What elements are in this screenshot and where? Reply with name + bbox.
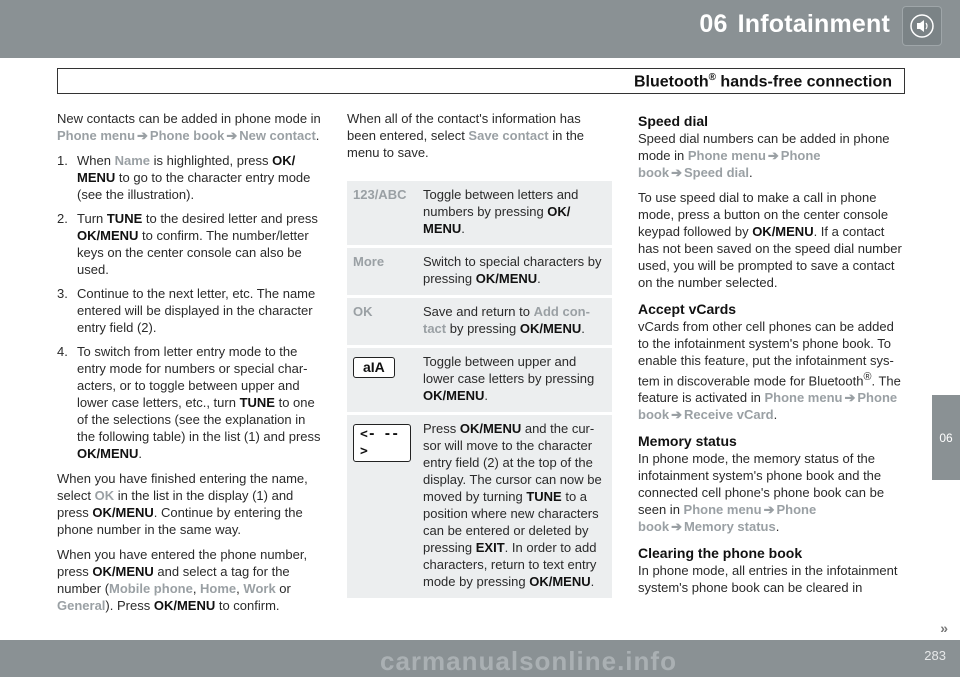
key-cell: 123/ABC <box>347 181 417 247</box>
column-right <box>638 113 908 604</box>
case-toggle-key: aIA <box>353 357 395 378</box>
list-item: 2. Turn TUNE to the desired letter and press OK/MENU to confirm. The number/letter keys on the center console can also be used. <box>57 211 318 277</box>
paragraph: In phone mode, the memory status of the infotainment system's phone book and the connected cell phone's phone book can be seen in Phone menu ➔ Phone book ➔ Memory status. <box>638 451 885 535</box>
paragraph: In phone mode, all entries in the infotainment system's phone book can be cleared in <box>638 563 898 596</box>
arrow-right-icon: ➔ <box>671 165 682 180</box>
list-item: 3. Continue to the next letter, etc. The name entered will be displayed in the character entry field (2). <box>57 286 316 335</box>
arrow-right-icon: ➔ <box>763 502 775 518</box>
heading-accept-vcards: Accept vCards <box>638 301 737 317</box>
paragraph: When you have finished entering the name, select OK in the list in the display (1) and press OK/MENU. Continue by entering the phone number in the same way. <box>57 471 308 537</box>
continue-marker-icon: » <box>940 620 946 636</box>
key-cell: OK <box>347 297 417 347</box>
key-cell <box>347 414 417 600</box>
arrow-right-icon: ➔ <box>671 407 682 423</box>
section-title: Bluetooth® hands-free connection <box>633 72 892 91</box>
menu-path: Phone menu <box>57 128 136 143</box>
description-cell: Switch to special characters by pressing OK/MENU. <box>417 247 612 297</box>
page-number: 283 <box>924 648 946 663</box>
arrow-right-icon: ➔ <box>844 390 856 406</box>
cursor-arrows-key: <- --> <box>353 424 411 462</box>
arrow-right-icon: ➔ <box>767 148 779 163</box>
speaker-icon <box>902 6 942 46</box>
table-row <box>347 297 612 347</box>
column-middle <box>347 110 612 601</box>
watermark: carmanualsonline.info <box>380 646 677 676</box>
chapter-name: Infotainment <box>737 10 890 38</box>
chapter-title <box>699 10 890 39</box>
heading-speed-dial: Speed dial <box>638 113 709 129</box>
column-left <box>57 110 322 622</box>
footer-band <box>0 640 960 677</box>
paragraph: When you have entered the phone number, press OK/MENU and select a tag for the number (Mobile phone, Home, Work or General). Press OK/MENU to confirm. <box>57 547 308 613</box>
paragraph: Speed dial numbers can be added in phone mode in Phone menu ➔ Phone book ➔ Speed dial. <box>638 131 890 180</box>
heading-clearing-phone-book: Clearing the phone book <box>638 545 803 562</box>
paragraph: vCards from other cell phones can be added to the infotainment system's phone book. To enable this feature, put the infotainment sys-tem in discoverable mode for Bluetooth®. The feature is activated in Phone menu ➔ Phone book ➔ Receive vCard. <box>638 319 901 423</box>
paragraph: To use speed dial to make a call in phone mode, press a button on the center console keypad followed by OK/MENU. If a contact has not been saved on the speed dial number used, you will be prompted to save a contact on the number selected. <box>638 190 902 290</box>
section-header <box>57 68 905 94</box>
arrow-right-icon: ➔ <box>137 128 148 143</box>
list-item: 1. When Name is highlighted, press OK/ MENU to go to the character entry mode (see the illustration). <box>57 153 311 202</box>
chapter-header-band <box>0 0 960 58</box>
chapter-side-tab: 06 <box>932 395 960 480</box>
intro-paragraph: When all of the contact's information has been entered, select Save contact in the menu to save. <box>347 111 585 160</box>
arrow-right-icon: ➔ <box>671 519 682 535</box>
table-row <box>347 347 612 414</box>
key-cell <box>347 347 417 414</box>
key-cell: More <box>347 247 417 297</box>
keys-table <box>347 181 612 601</box>
intro-paragraph: New contacts can be added in phone mode in Phone menu ➔ Phone book ➔ New contact. <box>57 111 321 143</box>
list-item: 4. To switch from letter entry mode to the entry mode for numbers or special char-acters, or to toggle between upper and lower case letters, etc., turn TUNE to one of the selections (see the explanation in the following table) in the list (1) and press OK/MENU. <box>57 344 321 461</box>
heading-memory-status: Memory status <box>638 433 737 450</box>
steps-list <box>57 152 322 462</box>
description-cell: Press OK/MENU and the cur-sor will move to the character entry field (2) at the top of the display. The cursor can now be moved by turning TUNE to a position where new characters can be entered or deleted by pressing EXIT. In order to add characters, return to text entry mode by pressing OK/MENU. <box>417 414 612 600</box>
description-cell: Save and return to Add con-tact by pressing OK/MENU. <box>417 297 612 347</box>
table-row <box>347 414 612 600</box>
table-row <box>347 181 612 247</box>
chapter-number: 06 <box>699 10 728 38</box>
table-row <box>347 247 612 297</box>
arrow-right-icon: ➔ <box>226 128 238 143</box>
description-cell: Toggle between upper and lower case letters by pressing OK/MENU. <box>417 347 612 414</box>
description-cell: Toggle between letters and numbers by pressing OK/ MENU. <box>417 181 612 247</box>
